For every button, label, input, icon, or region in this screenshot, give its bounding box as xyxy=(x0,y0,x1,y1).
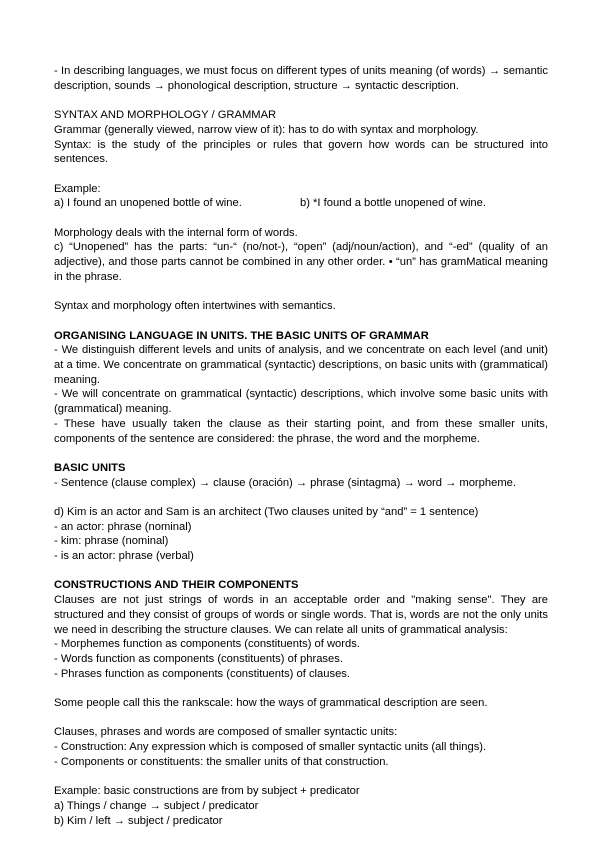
phrases-item: - Phrases function as components (constituents) of clauses. xyxy=(54,667,350,680)
words-item: - Words function as components (constituents) of phrases. xyxy=(54,653,343,665)
example-d-item-1: - an actor: phrase (nominal) xyxy=(54,520,192,533)
example-d-item-3: - is an actor: phrase (verbal) xyxy=(54,550,194,563)
basic-constructions-example: Example: basic constructions are from by subject + predicator xyxy=(54,785,360,798)
intro-paragraph: - In describing languages, we must focus on different types of units meaning (of words) → semantic description, sounds → phonological description, structure → syntactic description. xyxy=(54,65,548,92)
section-title-syntax-morphology: SYNTAX AND MORPHOLOGY / GRAMMAR xyxy=(54,109,277,122)
heading-constructions: CONSTRUCTIONS AND THEIR COMPONENTS xyxy=(54,579,299,592)
example-label: Example: xyxy=(54,182,101,195)
example-a: a) I found an unopened bottle of wine. xyxy=(54,197,242,210)
morphology-definition: Morphology deals with the internal form of words. xyxy=(54,226,298,239)
rankscale-note: Some people call this the rankscale: how the ways of grammatical description are seen. xyxy=(54,697,488,710)
example-pair xyxy=(54,196,548,211)
example-c: c) “Unopened” has the parts: “un-“ (no/not-), “open” (adj/noun/action), and “-ed” (quality of an adjective), and those parts cannot be combined in any other order. • “un” has gramMatical meaning in the phrase. xyxy=(54,241,548,283)
example-d-item-2: - kim: phrase (nominal) xyxy=(54,535,169,548)
units-hierarchy: - Sentence (clause complex) → clause (oración) → phrase (sintagma) → word → morpheme. xyxy=(54,476,516,489)
composition-intro: Clauses, phrases and words are composed of smaller syntactic units: xyxy=(54,726,398,739)
heading-organising-language: ORGANISING LANGUAGE IN UNITS. THE BASIC UNITS OF GRAMMAR xyxy=(54,329,429,342)
morphemes-item: - Morphemes function as components (constituents) of words. xyxy=(54,638,360,651)
example-b: b) *I found a bottle unopened of wine. xyxy=(300,197,486,210)
grammar-definition: Grammar (generally viewed, narrow view of it): has to do with syntax and morphology. xyxy=(54,123,479,136)
heading-basic-units: BASIC UNITS xyxy=(54,461,126,474)
grammatical-descriptions-paragraph: - We will concentrate on grammatical (syntactic) descriptions, which involve some basic units with (grammatical) meaning. xyxy=(54,388,548,416)
intertwine-note: Syntax and morphology often intertwines with semantics. xyxy=(54,300,336,313)
example-kim-left: b) Kim / left → subject / predicator xyxy=(54,814,223,827)
clause-starting-point-paragraph: - These have usually taken the clause as their starting point, and from these smaller units, components of the sentence are considered: the phrase, the word and the morpheme. xyxy=(54,417,548,445)
construction-item: - Construction: Any expression which is composed of smaller syntactic units (all things). xyxy=(54,741,487,754)
components-item: - Components or constituents: the smaller units of that construction. xyxy=(54,755,389,768)
example-d: d) Kim is an actor and Sam is an architect (Two clauses united by “and” = 1 sentence) xyxy=(54,505,479,518)
example-things-change: a) Things / change → subject / predicator xyxy=(54,799,259,812)
syntax-definition: Syntax: is the study of the principles or rules that govern how words can be structured into sentences. xyxy=(54,138,548,166)
levels-paragraph: - We distinguish different levels and units of analysis, and we concentrate on each level (and unit) at a time. We concentrate on grammatical (syntactic) descriptions, on basic units with (grammatical) meaning. xyxy=(54,344,548,386)
clauses-paragraph: Clauses are not just strings of words in an acceptable order and "making sense". They are structured and they consist of groups of words or single words. That is, words are not the only units we need in describing the structure clauses. We can relate all units of grammatical analysis: xyxy=(54,594,548,636)
